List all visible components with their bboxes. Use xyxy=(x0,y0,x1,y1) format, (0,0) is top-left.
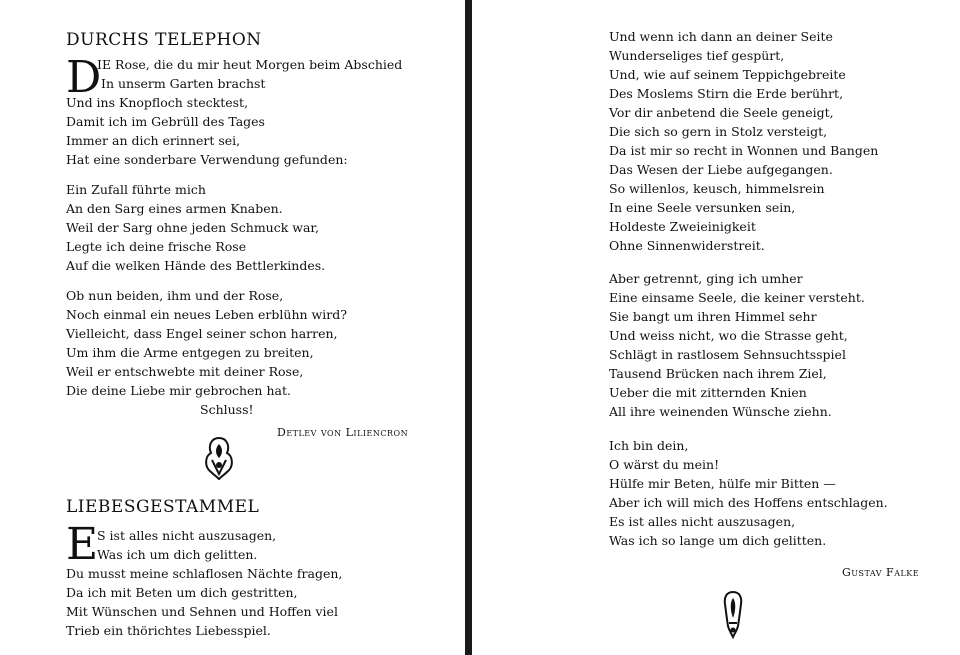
poem-line: Was ich so lange um dich gelitten. xyxy=(609,533,827,548)
poem-line: In unserm Garten brachst xyxy=(101,76,266,91)
poem-line: Um ihm die Arme entgegen zu breiten, xyxy=(66,345,314,360)
poem-line: Die sich so gern in Stolz versteigt, xyxy=(609,124,828,139)
poem-line: Ob nun beiden, ihm und der Rose, xyxy=(66,288,284,303)
poem-line: Du musst meine schlaflosen Nächte fragen, xyxy=(66,566,343,581)
poem-line: Weil er entschwebte mit deiner Rose, xyxy=(66,364,304,379)
poem-line: Ein Zufall führte mich xyxy=(66,182,206,197)
poem-line: Da ich mit Beten um dich gestritten, xyxy=(66,585,298,600)
poem-line: Und ins Knopfloch stecktest, xyxy=(66,95,249,110)
poem-title-liebesgestammel: LIEBESGESTAMMEL xyxy=(66,497,260,517)
poem-line: Auf die welken Hände des Bettlerkindes. xyxy=(66,258,326,273)
poem-line: Legte ich deine frische Rose xyxy=(66,239,247,254)
poem-line: Schlägt in rastlosem Sehnsuchtsspiel xyxy=(609,347,846,362)
poem-line: Und, wie auf seinem Teppichgebreite xyxy=(609,67,846,82)
poem-line: Weil der Sarg ohne jeden Schmuck war, xyxy=(66,220,319,235)
poem-line: Das Wesen der Liebe aufgegangen. xyxy=(609,162,833,177)
poem-line: Trieb ein thörichtes Liebesspiel. xyxy=(66,623,271,638)
poem-line: Damit ich im Gebrüll des Tages xyxy=(66,114,265,129)
poem-line: Und wenn ich dann an deiner Seite xyxy=(609,29,833,44)
drop-cap-d: D xyxy=(66,52,102,103)
poem-line: Hat eine sonderbare Verwendung gefunden: xyxy=(66,152,348,167)
poem-line: Mit Wünschen und Sehnen und Hoffen viel xyxy=(66,604,338,619)
poem-line: Ich bin dein, xyxy=(609,438,689,453)
author-signature: Detlev von Liliencron xyxy=(277,426,409,439)
right-page xyxy=(472,0,960,655)
poem-line: Des Moslems Stirn die Erde berührt, xyxy=(609,86,844,101)
poem-line: Was ich um dich gelitten. xyxy=(97,547,258,562)
poem-line: Es ist alles nicht auszusagen, xyxy=(609,514,796,529)
drop-cap-e: E xyxy=(66,519,99,570)
poem-line: Eine einsame Seele, die keiner versteht. xyxy=(609,290,865,305)
ornament-icon xyxy=(202,436,236,480)
poem-line: Wunderseliges tief gespürt, xyxy=(609,48,785,63)
poem-title-durchs-telephon: DURCHS TELEPHON xyxy=(66,30,262,50)
poem-line: S ist alles nicht auszusagen, xyxy=(97,528,277,543)
poem-line: Aber ich will mich des Hoffens entschlagen. xyxy=(609,495,888,510)
poem-line: In eine Seele versunken sein, xyxy=(609,200,796,215)
page-gutter xyxy=(465,0,472,655)
left-page xyxy=(0,0,465,655)
poem-line: Immer an dich erinnert sei, xyxy=(66,133,241,148)
poem-line: IE Rose, die du mir heut Morgen beim Abschied xyxy=(97,57,403,72)
poem-line: Und weiss nicht, wo die Strasse geht, xyxy=(609,328,848,343)
poem-closing: Schluss! xyxy=(200,402,254,417)
poem-line: Vor dir anbetend die Seele geneigt, xyxy=(609,105,834,120)
poem-line: Ueber die mit zitternden Knien xyxy=(609,385,807,400)
poem-line: O wärst du mein! xyxy=(609,457,720,472)
ornament-icon xyxy=(721,590,745,640)
poem-line: An den Sarg eines armen Knaben. xyxy=(66,201,283,216)
poem-line: Holdeste Zweieinigkeit xyxy=(609,219,756,234)
poem-line: So willenlos, keusch, himmelsrein xyxy=(609,181,825,196)
poem-line: Hülfe mir Beten, hülfe mir Bitten — xyxy=(609,476,836,491)
poem-line: Ohne Sinnenwiderstreit. xyxy=(609,238,765,253)
poem-line: Sie bangt um ihren Himmel sehr xyxy=(609,309,817,324)
poem-line: All ihre weinenden Wünsche ziehn. xyxy=(609,404,832,419)
poem-line: Aber getrennt, ging ich umher xyxy=(609,271,803,286)
poem-line: Da ist mir so recht in Wonnen und Bangen xyxy=(609,143,879,158)
author-signature: Gustav Falke xyxy=(842,566,920,579)
poem-line: Tausend Brücken nach ihrem Ziel, xyxy=(609,366,827,381)
poem-line: Noch einmal ein neues Leben erblühn wird? xyxy=(66,307,347,322)
poem-line: Die deine Liebe mir gebrochen hat. xyxy=(66,383,291,398)
poem-line: Vielleicht, dass Engel seiner schon harren, xyxy=(66,326,338,341)
